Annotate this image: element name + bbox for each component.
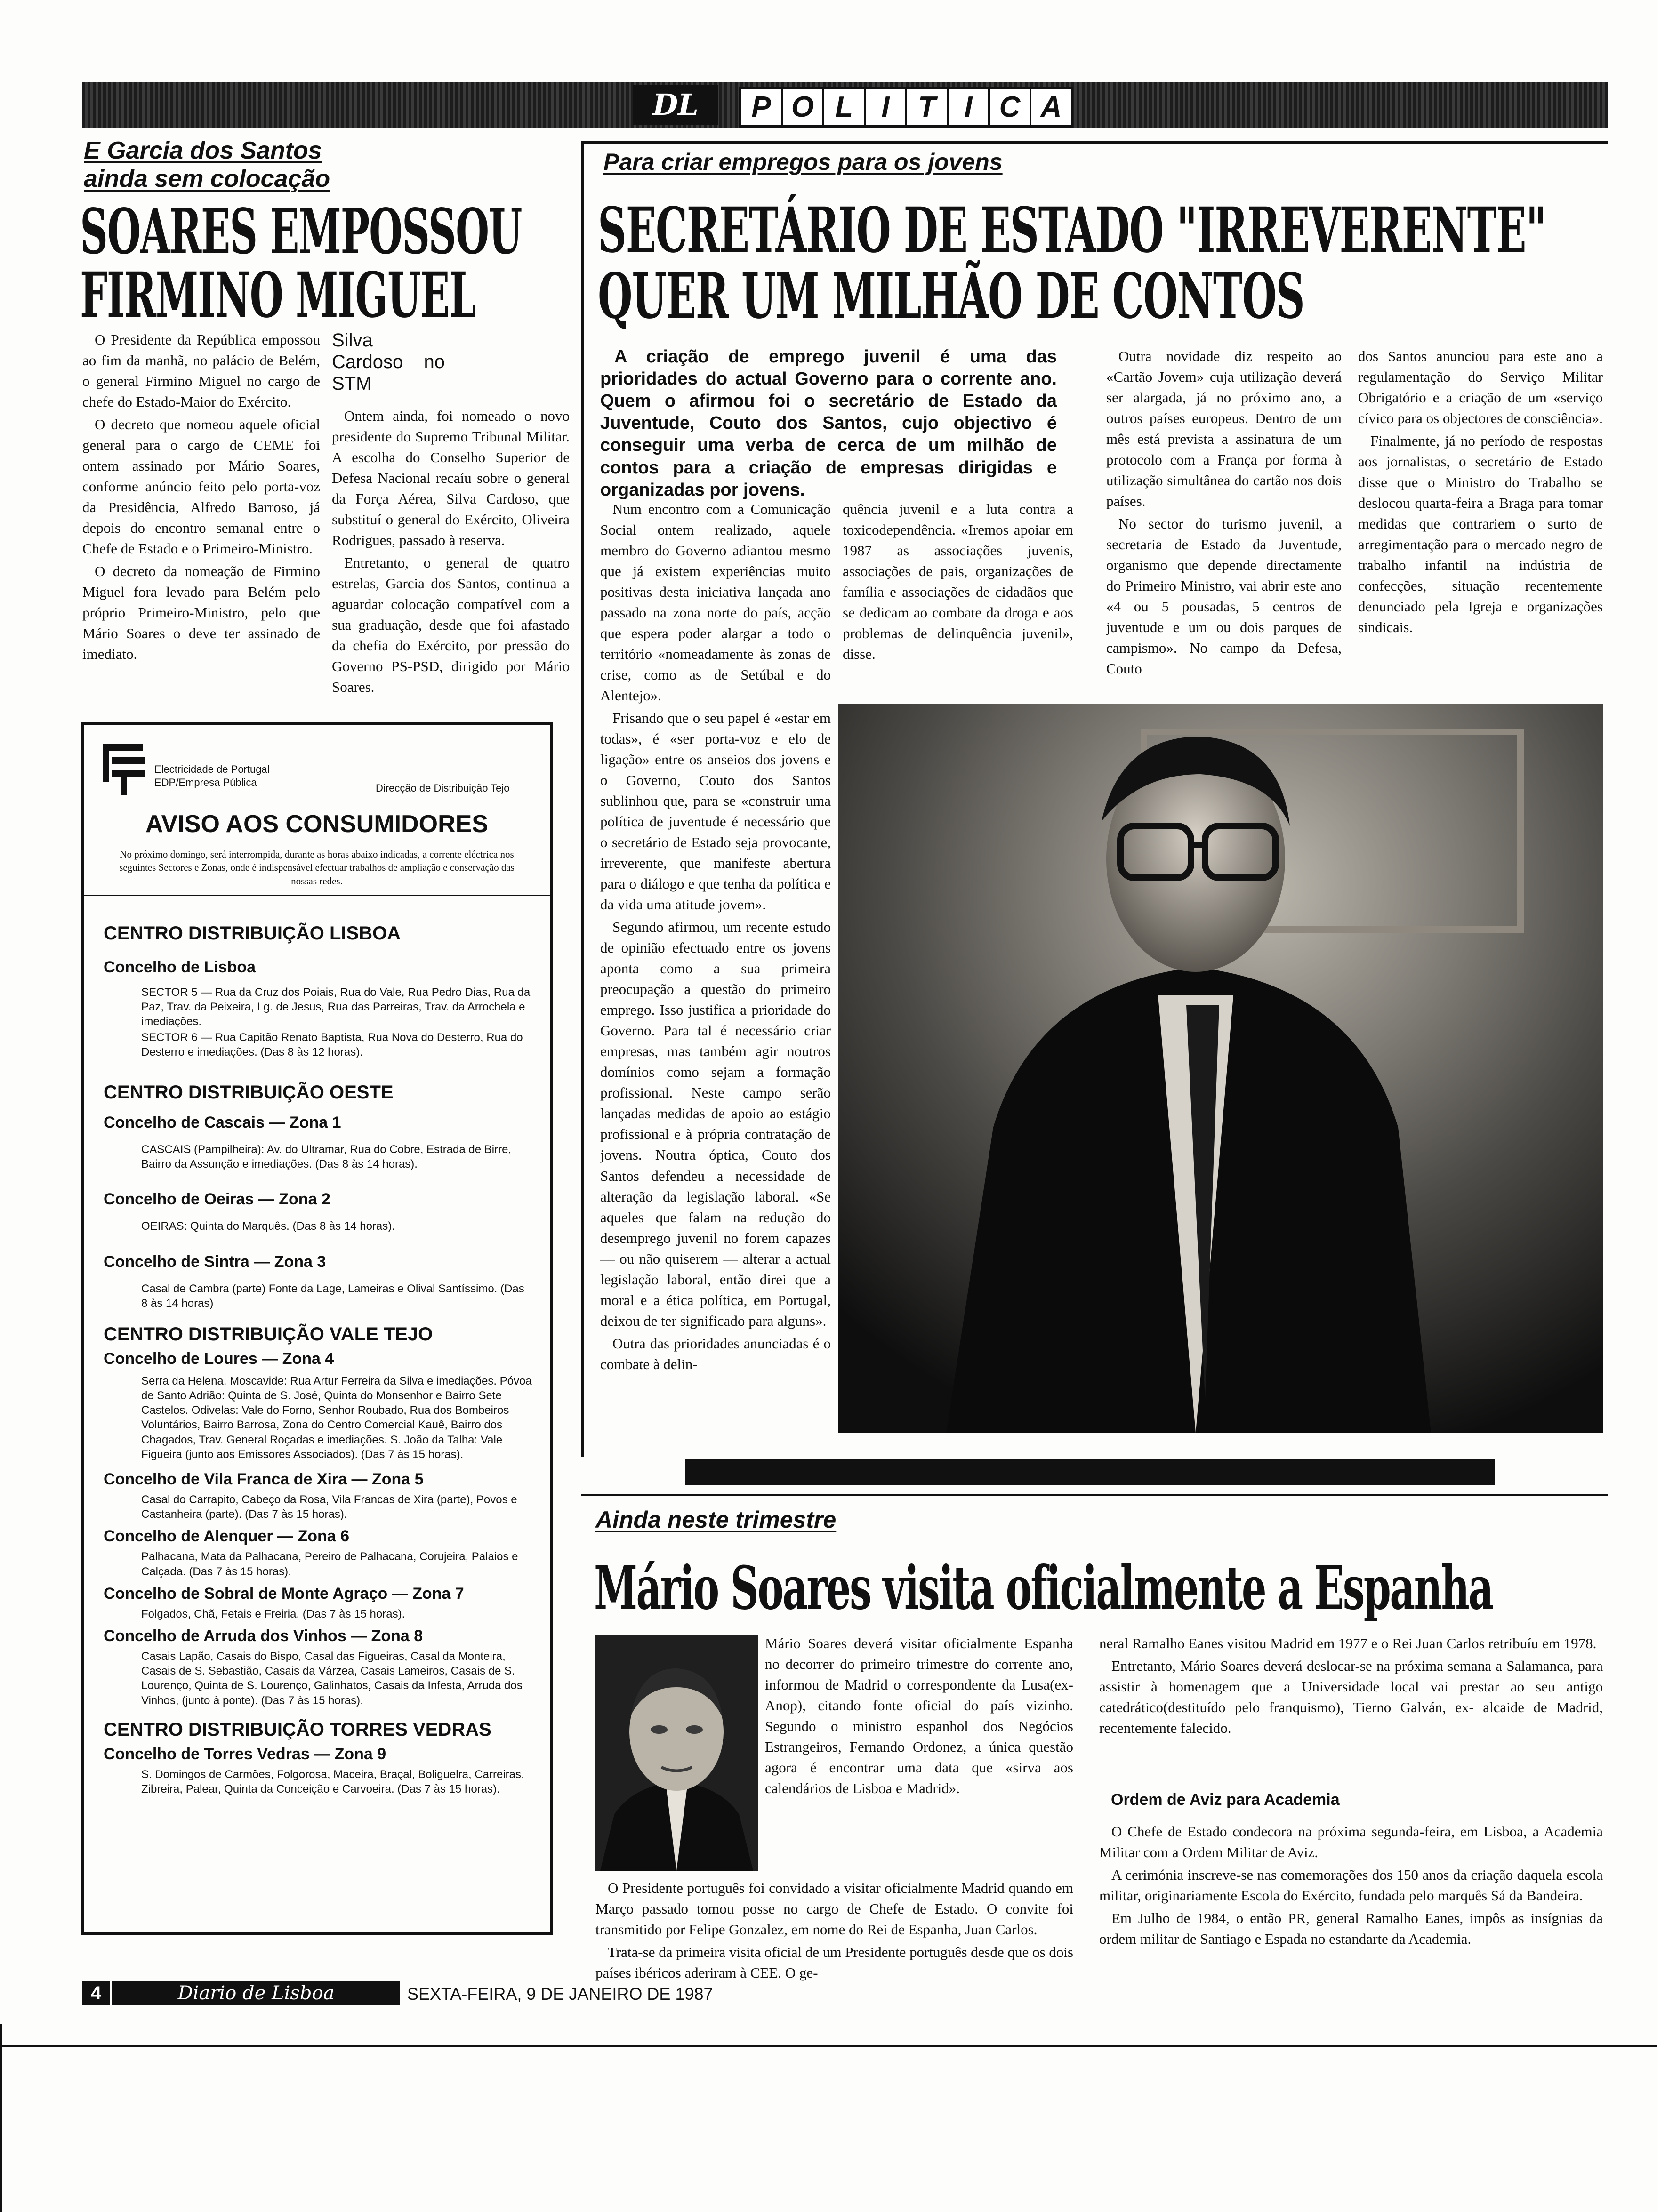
outage-line: SECTOR 6 — Rua Capitão Renato Baptista, Rua Nova do Desterro, Rua do Desterro e imediações. (Das 8 às 12 horas). (141, 1031, 523, 1058)
concelho-heading: Concelho de Oeiras — Zona 2 (104, 1190, 330, 1209)
concelho-heading: Concelho de Sintra — Zona 3 (104, 1252, 326, 1271)
concelho-heading: Concelho de Sobral de Monte Agraço — Zona 7 (104, 1584, 464, 1603)
ad-schedule (104, 923, 532, 1796)
center-heading: CENTRO DISTRIBUIÇÃO OESTE (104, 1082, 394, 1103)
paragraph: O Chefe de Estado condecora na próxima segunda-feira, em Lisboa, a Academia Militar com a Ordem Militar de Aviz. (1099, 1823, 1603, 1861)
paragraph: A cerimónia inscreve-se nas comemorações dos 150 anos da criação daquela escola militar, originariamente Escola do Exército, fundada pelo marquês Sá da Bandeira. (1099, 1867, 1603, 1904)
paragraph: O Presidente português foi convidado a visitar oficialmente Madrid quando em Março passado tomou posse no cargo de Chefe de Estado. O convite foi transmitido por Felipe Gonzalez, em nome do Rei de Espanha, Juan Carlos. (595, 1880, 1073, 1938)
story2-headline (598, 194, 1546, 333)
edp-advertisement (81, 722, 553, 1935)
paragraph: Finalmente, já no período de respostas aos jornalistas, o secretário de Estado disse que o Ministro do Trabalho se deslocou quarta-feira a Braga para tomar medidas que contrariem o surto de arregimentação para o mercado negro de trabalho infantil na indústria de confecções, situação recentemente denunciado pela Igreja e organizações sindicais. (1358, 433, 1603, 636)
section-letter: O (783, 89, 824, 125)
concelho-heading: Concelho de Torres Vedras — Zona 9 (104, 1745, 386, 1763)
paragraph: O decreto que nomeou aquele oficial general para o cargo de CEME foi ontem assinado por Mário Soares, conforme anúncio feito pelo porta-voz da Presidência, Alfredo Barroso, já depois do encontro semanal entre o Chefe de Estado e o Primeiro-Ministro. (82, 416, 320, 557)
story2-kicker: Para criar empregos para os jovens (603, 149, 1003, 175)
story1-subhead: Silva Cardoso no STM (332, 330, 445, 394)
edp-logo-icon (103, 744, 147, 796)
ad-intro: No próximo domingo, será interrompida, durante as horas abaixo indicadas, a corrente eléctrica nos seguintes Sectores e Zonas, onde é indispensável efectuar trabalhos de ampliação e conservação das nossas redes. (119, 849, 515, 887)
paragraph: Outra das prioridades anunciadas é o combate à delin- (600, 1335, 831, 1372)
concelho-heading: Concelho de Alenquer — Zona 6 (104, 1527, 350, 1546)
edp-company-line1: Electricidade de Portugal (154, 763, 270, 775)
paragraph: Segundo afirmou, um recente estudo de opinião efectuado entre os jovens aponta como a sua primeira preocupação a questão do primeiro emprego. Isso justifica a prioridade do Governo. Para tal é necessário criar empresas, mas também agir noutros domínios como sejam a formação profissional. Neste campo serão lançadas medidas de apoio ao estágio profissional e à própria contratação de jovens. Noutra óptica, Couto dos Santos defendeu a necessidade de alteração da legislação laboral. «Se aqueles que falam na redução do desemprego juvenil no forem capazes — ou não quiserem — alterar a actual legislação laboral, então direi que a moral e a ética política, em Portugal, deixou de ter significado para alguns». (600, 919, 831, 1329)
paragraph: Frisando que o seu papel é «estar em todas», é «ser porta-voz e elo de ligação» entre os anseios dos jovens e o Governo, Couto dos Santos sublinhou que, para se «construir uma política de juventude é necessário que o secretário de Estado seja provocante, irreverente, que manifeste abertura para o diálogo e que tenha da política e da vida uma atitude jovem». (600, 710, 831, 913)
vertical-rule (581, 141, 584, 1457)
paragraph: Trata-se da primeira visita oficial de um Presidente português desde que os dois países ibéricos aderiram à CEE. O ge- (595, 1944, 1073, 1981)
story1-column2 (332, 329, 570, 701)
section-letter: T (907, 89, 949, 125)
section-letter: C (990, 89, 1031, 125)
edp-company (154, 763, 270, 789)
paragraph: Ontem ainda, foi nomeado o novo presidente do Supremo Tribunal Militar. A escolha do Conselho Superior de Defesa Nacional recaíu sobre o general da Força Aérea, Silva Cardoso, que substituí o general do Exército, Oliveira Rodrigues, passado à reserva. (332, 408, 570, 549)
concelho-heading: Concelho de Vila Franca de Xira — Zona 5 (104, 1470, 424, 1488)
story2-column-a (600, 499, 831, 1454)
section-letter: A (1040, 91, 1062, 123)
section-letter: P (741, 89, 783, 125)
newspaper-logo: DL (633, 85, 718, 125)
paragraph: Entretanto, o general de quatro estrelas, Garcia dos Santos, continua a aguardar colocação compatível com a sua graduação, desde que foi afastado da chefia do Exército, por pressão do Governo PS-PSD, dirigido por Mário Soares. (332, 554, 570, 696)
story2-column-b (843, 499, 1073, 697)
horizontal-rule (581, 1494, 1608, 1496)
section-letter: I (866, 89, 907, 125)
outage-line: SECTOR 5 — Rua da Cruz dos Poiais, Rua do Vale, Rua Pedro Dias, Rua da Paz, Trav. da Peixeira, Lg. de Jesus, Rua das Parreiras, Trav. da Arrochela e imediações. (141, 986, 531, 1028)
concelho-heading: Concelho de Cascais — Zona 1 (104, 1113, 341, 1131)
center-heading: CENTRO DISTRIBUIÇÃO TORRES VEDRAS (104, 1719, 491, 1740)
story2-headline-line2: QUER UM MILHÃO DE CONTOS (598, 260, 1304, 333)
story1-kicker (84, 136, 330, 193)
paragraph: O Presidente da República empossou ao fim da manhã, no palácio de Belém, o general Firmino Miguel no cargo de chefe do Estado-Maior do Exército. (82, 331, 320, 410)
story1-headline-line1: SOARES EMPOSSOU (80, 195, 522, 268)
black-bar (685, 1459, 1495, 1485)
paragraph: quência juvenil e a luta contra a toxicodependência. «Iremos apoiar em 1987 as associações juvenis, associações de pais, organizações de família e associações de cidadãos que se dedicam ao combate da droga e aos problemas de delinquência juvenil», disse. (843, 501, 1073, 663)
story3-kicker: Ainda neste trimestre (595, 1507, 837, 1533)
concelho-heading: Concelho de Loures — Zona 4 (104, 1349, 334, 1368)
outage-line: Serra da Helena. Moscavide: Rua Artur Ferreira da Silva e imediações. Póvoa de Santo Adrião: Quinta de S. José, Quinta do Monsenhor e Bairro Sete Castelos. Odivelas: Vale do Forno, Senhor Roubado, Rua dos Bombeiros Voluntários, Bairro Barrosa, Zona do Centro Comercial Kauê, Bairro dos Chagados, Trav. General Roçadas e imediações. S. João da Talha: Vale Figueira (junto aos Emissores Associados). (Das 7 às 15 horas). (141, 1374, 532, 1461)
story2-headline-line1: SECRETÁRIO DE ESTADO "IRREVERENTE" (598, 194, 1546, 267)
center-heading: CENTRO DISTRIBUIÇÃO LISBOA (104, 923, 401, 944)
outage-line: Casal de Cambra (parte) Fonte da Lage, Lameiras e Olival Santíssimo. (Das 8 às 14 horas) (141, 1282, 524, 1310)
story2-column-d (1358, 346, 1603, 694)
outage-line: Casais Lapão, Casais do Bispo, Casal das Figueiras, Casal da Monteira, Casais de S. Sebastião, Casais da Várzea, Casais Lameiros, Casais de S. Lourenço, Quinta de S. Lourenço, Galinhatos, Casais da Infesta, Arruda dos Vinhos, (junto à ponte). (Das 7 às 15 horas). (141, 1650, 523, 1707)
center-heading: CENTRO DISTRIBUIÇÃO VALE TEJO (104, 1323, 433, 1345)
secretary-photo (838, 704, 1603, 1433)
edp-company-line2: EDP/Empresa Pública (154, 776, 257, 788)
outage-line: Casal do Carrapito, Cabeço da Rosa, Vila Francas de Xira (parte), Povos e Castanheira (parte). (Das 7 às 15 horas). (141, 1493, 517, 1521)
story1-column1 (82, 329, 320, 701)
story2-lead: A criação de emprego juvenil é uma das prioridades do actual Governo para o corrente ano. Quem o afirmou foi o secretário de Estado da Juventude, Couto dos Santos, cujo objectivo é conseguir uma verba de cerca de um milhão de contos para a criação de empresas dirigidas e organizadas por jovens. (600, 347, 1057, 500)
paragraph: Em Julho de 1984, o então PR, general Ramalho Eanes, impôs as insígnias da ordem militar de Santiago e Espada no estandarte da Academia. (1099, 1910, 1603, 1948)
ad-title: AVISO AOS CONSUMIDORES (145, 810, 489, 838)
edp-direction: Direcção de Distribuição Tejo (376, 782, 510, 794)
story1-kicker-line2: ainda sem colocação (84, 165, 330, 192)
concelho-heading: Concelho de Lisboa (104, 958, 256, 976)
section-title (739, 87, 1073, 128)
outage-line: CASCAIS (Pampilheira): Av. do Ultramar, Rua do Cobre, Estrada de Birre, Bairro da Assunção e imediações. (Das 8 às 14 horas). (141, 1143, 512, 1171)
section-letter: L (824, 89, 866, 125)
page-edge-rule (0, 2045, 1657, 2047)
story1-headline (80, 195, 522, 332)
story3-subhead: Ordem de Aviz para Academia (1111, 1791, 1340, 1809)
story3-column-b-top (1099, 1633, 1603, 1774)
issue-date: SEXTA-FEIRA, 9 DE JANEIRO DE 1987 (407, 1984, 713, 2004)
outage-line: Palhacana, Mata da Palhacana, Pereiro de Palhacana, Corujeira, Palaios e Calçada. (Das 7 às 15 horas). (141, 1550, 518, 1578)
paragraph: Entretanto, Mário Soares deverá deslocar-se na próxima semana a Salamanca, para assistir à homenagem que a Universidade local vai prestar ao seu antigo catedrático(destituído pelo franquismo), Tierno Galván, ex- alcaide de Madrid, recentemente falecido. (1099, 1658, 1603, 1737)
paragraph: dos Santos anunciou para este ano a regulamentação do Serviço Militar Obrigatório e a criação de um «serviço cívico para os objectores de consciência». (1358, 348, 1603, 427)
paragraph: O decreto da nomeação de Firmino Miguel fora levado para Belém pelo próprio Primeiro-Ministro, pelo que Mário Soares o deve ter assinado de imediato. (82, 563, 320, 663)
soares-portrait (595, 1635, 758, 1871)
page-edge (0, 2024, 2, 2212)
outage-line: S. Domingos de Carmões, Folgorosa, Maceira, Braçal, Boliguelra, Carreiras, Zibreira, Palear, Quinta da Conceição e Carvoeira. (Das 7 às 15 horas). (141, 1768, 524, 1795)
paragraph: neral Ramalho Eanes visitou Madrid em 1977 e o Rei Juan Carlos retribuíu em 1978. (1099, 1635, 1597, 1651)
paragraph: Mário Soares deverá visitar oficialmente Espanha no decorrer do primeiro trimestre do corrente ano, informou de Madrid o correspondente da Lusa(ex-Anop), citando fonte oficial do país vizinho. Segundo o ministro espanhol dos Negócios Estrangeiros, Fernando Ordonez, a única questão agora é encontrar uma data que «sirva aos calendários de Lisboa e Madrid». (765, 1635, 1073, 1797)
story2-column-c (1106, 346, 1342, 694)
story3-headline: Mário Soares visita oficialmente a Espanha (594, 1553, 1493, 1623)
paragraph: Outra novidade diz respeito ao «Cartão Jovem» cuja utilização deverá ser alargada, já no próximo ano, a outros países europeus. Dentro de um mês está prevista a assinatura de um protocolo com a França por forma à utilização simultânea do cartão nos dois países. (1106, 348, 1342, 510)
story3-column-b-bottom (1099, 1821, 1603, 2005)
paper-name: Diario de Lisboa (112, 1981, 400, 2005)
story3-column-a-top (765, 1633, 1073, 1873)
outage-line: OEIRAS: Quinta do Marquês. (Das 8 às 14 horas). (141, 1220, 395, 1233)
outage-line: Folgados, Chã, Fetais e Freiria. (Das 7 às 15 horas). (141, 1607, 405, 1620)
story1-kicker-line1: E Garcia dos Santos (84, 137, 322, 164)
ad-divider (84, 895, 550, 896)
paragraph: No sector do turismo juvenil, a secretaria de Estado da Juventude, organismo que depende directamente do Primeiro Ministro, vai abrir este ano «4 ou 5 pousadas, 5 centros de juventude e um ou dois parques de campismo». No campo da Defesa, Couto (1106, 515, 1342, 677)
section-letter: I (949, 89, 990, 125)
horizontal-rule (581, 141, 1608, 144)
story1-headline-line2: FIRMINO MIGUEL (80, 259, 476, 332)
paragraph: Num encontro com a Comunicação Social ontem realizado, aquele membro do Governo adiantou mesmo que já existem experiências muito positivas desta iniciativa lançada ano passado na zona norte do país, acção que espera poder alargar a todo o território «nomeadamente às zonas de crise, como as de Setúbal e do Alentejo». (600, 501, 831, 704)
concelho-heading: Concelho de Arruda dos Vinhos — Zona 8 (104, 1627, 423, 1645)
page-number: 4 (82, 1981, 110, 2005)
